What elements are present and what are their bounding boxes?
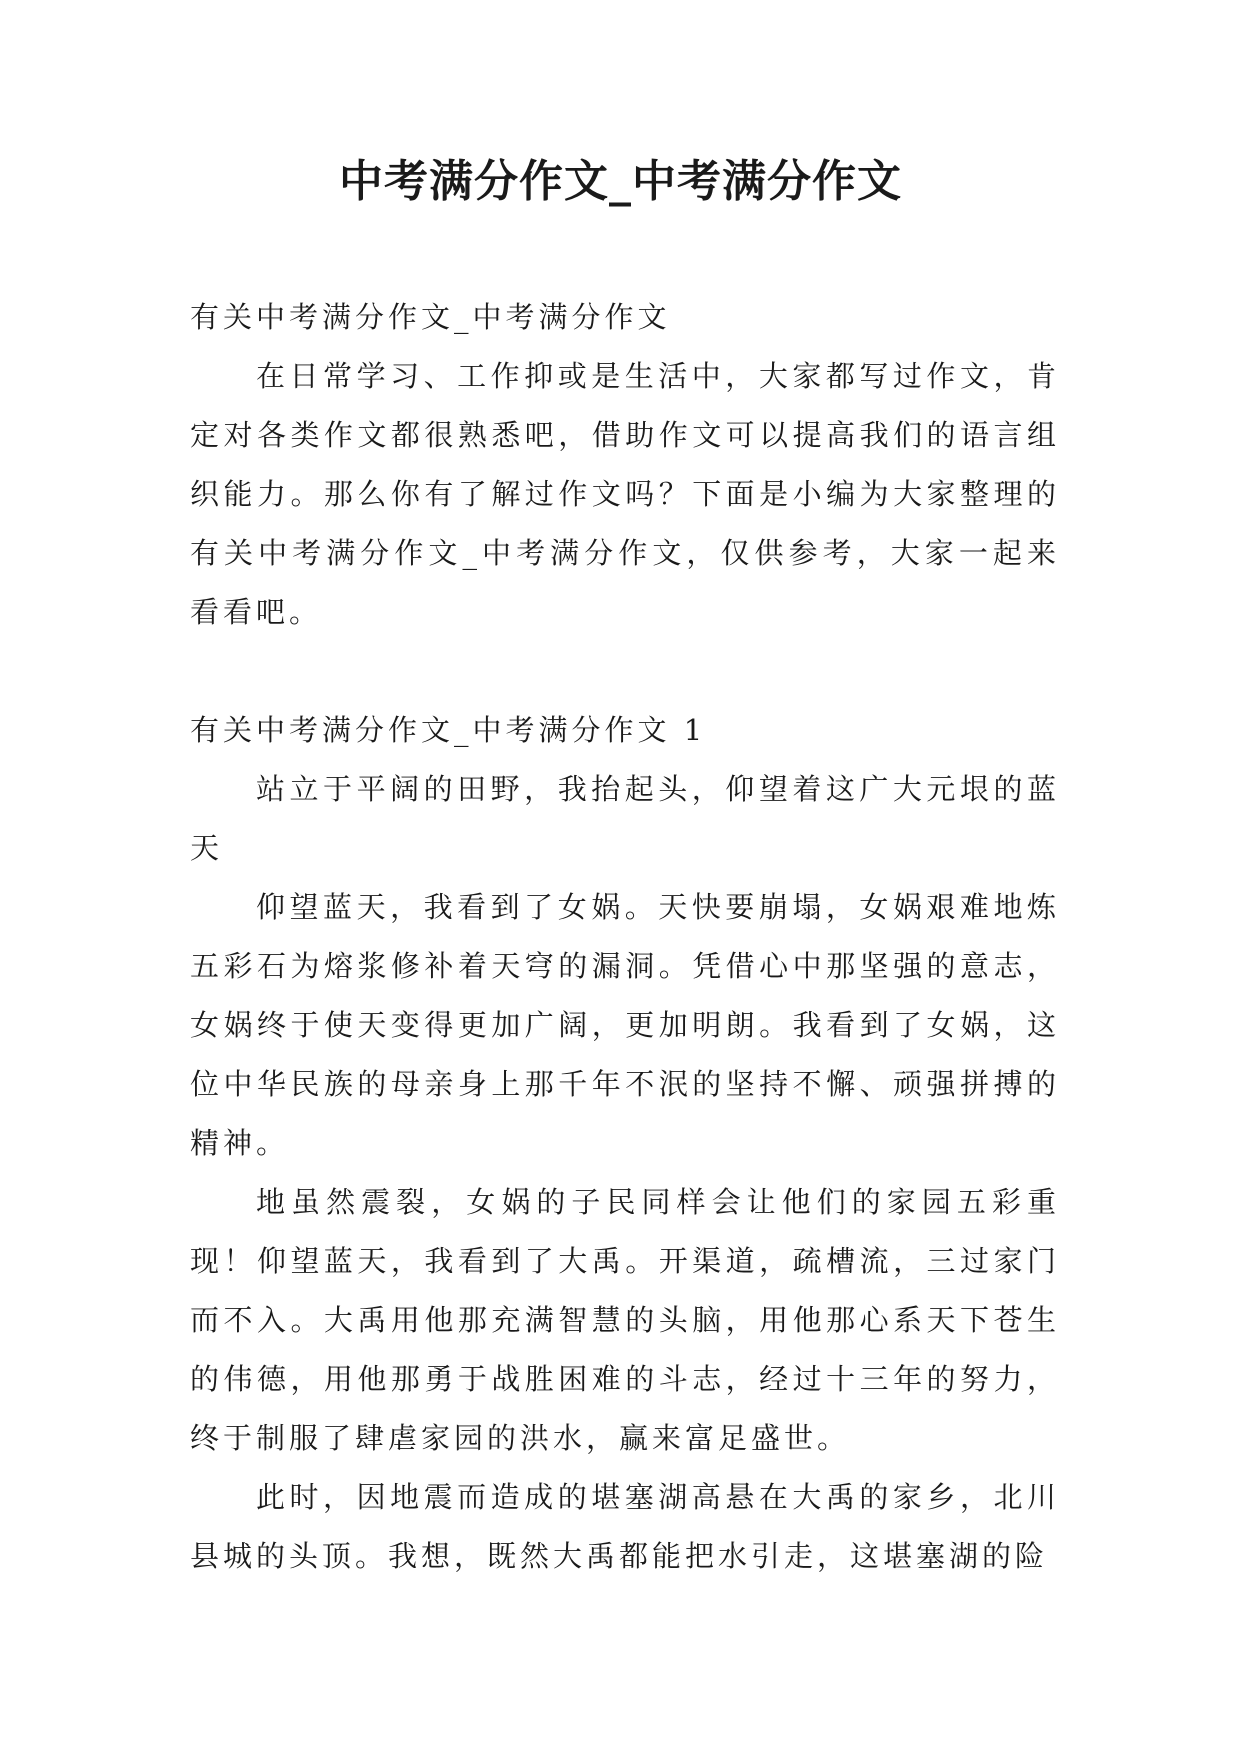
intro-paragraph: 在日常学习、工作抑或是生活中，大家都写过作文，肯定对各类作文都很熟悉吧，借助作文可以提高我们的语言组织能力。那么你有了解过作文吗？下面是小编为大家整理的有关中考满分作文_中考满分作文，仅供参考，大家一起来看看吧。 (190, 359, 1060, 629)
body-paragraph-4: 此时，因地震而造成的堪塞湖高悬在大禹的家乡，北川县城的头顶。我想，既然大禹都能把水引走，这堪塞湖的险 (190, 1480, 1060, 1573)
body-paragraph-1: 站立于平阔的田野，我抬起头，仰望着这广大元垠的蓝天 (190, 772, 1060, 865)
document-body (190, 288, 1060, 1586)
body-paragraph-2: 仰望蓝天，我看到了女娲。天快要崩塌，女娲艰难地炼五彩石为熔浆修补着天穹的漏洞。凭借心中那坚强的意志，女娲终于使天变得更加广阔，更加明朗。我看到了女娲，这位中华民族的母亲身上那千年不泯的坚持不懈、顽强拼搏的精神。 (190, 890, 1060, 1160)
section-spacer (190, 642, 1060, 701)
intro-heading: 有关中考满分作文_中考满分作文 (190, 300, 671, 334)
body-paragraph-3: 地虽然震裂，女娲的子民同样会让他们的家园五彩重现！仰望蓝天，我看到了大禹。开渠道，疏槽流，三过家门而不入。大禹用他那充满智慧的头脑，用他那心系天下苍生的伟德，用他那勇于战胜困难的斗志，经过十三年的努力，终于制服了肆虐家园的洪水，赢来富足盛世。 (190, 1185, 1060, 1455)
section-heading: 有关中考满分作文_中考满分作文 1 (190, 713, 707, 747)
document-title: 中考满分作文_中考满分作文 (339, 156, 902, 207)
